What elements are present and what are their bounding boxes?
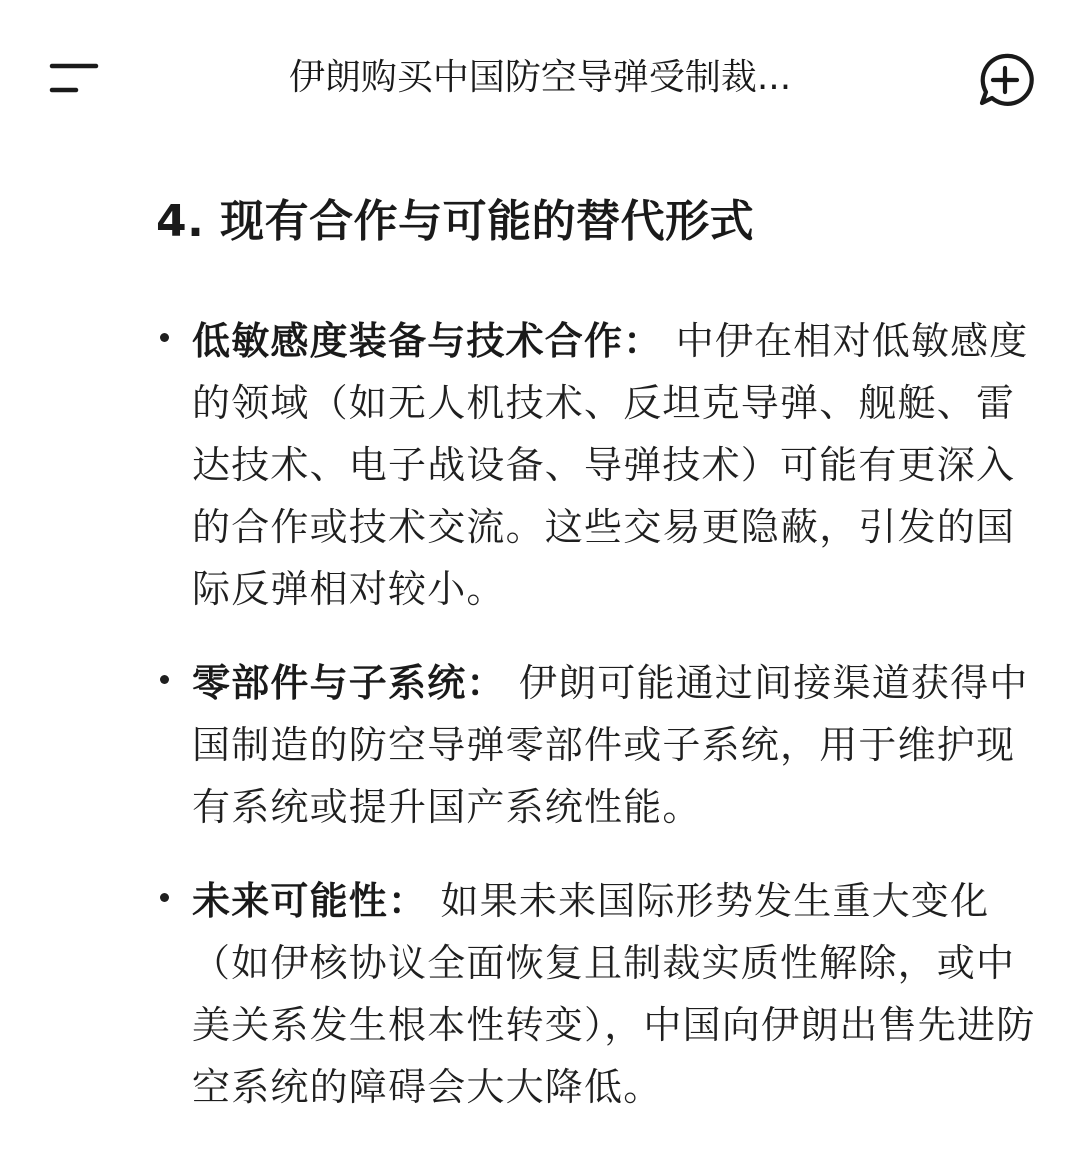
bullet-description: 伊朗可能通过间接渠道获得中国制造的防空导弹零部件或子系统，用于维护现有系统或提升国产系统性能。 <box>192 661 1029 829</box>
bullet-description: 中伊在相对低敏感度的领域（如无人机技术、反坦克导弹、舰艇、雷达技术、电子战设备、导弹技术）可能有更深入的合作或技术交流。这些交易更隐蔽，引发的国际反弹相对较小。 <box>192 319 1029 611</box>
bullet-text <box>192 652 1042 838</box>
menu-button[interactable] <box>42 52 106 104</box>
message-content <box>0 150 1080 1109</box>
bullet-dot <box>160 333 169 342</box>
bullet-term: 未来可能性： <box>192 879 428 923</box>
bullet-term: 低敏感度装备与技术合作： <box>192 319 663 363</box>
bullet-text <box>192 870 1042 1118</box>
bullet-dot <box>160 675 169 684</box>
bullet-gap <box>506 661 519 705</box>
bullet-gap <box>662 319 675 363</box>
list-item <box>0 870 1080 1118</box>
new-chat-button[interactable] <box>972 48 1038 110</box>
top-bar <box>0 0 1080 150</box>
conversation-title[interactable]: 伊朗购买中国防空导弹受制裁... <box>288 57 792 98</box>
bullet-gap <box>427 879 440 923</box>
section-heading: 4. 现有合作与可能的替代形式 <box>156 196 755 247</box>
list-item <box>0 310 1080 620</box>
bullet-dot <box>160 893 169 902</box>
bullet-text <box>192 310 1042 620</box>
hamburger-menu-icon <box>50 62 98 94</box>
bullet-description: 如果未来国际形势发生重大变化（如伊核协议全面恢复且制裁实质性解除，或中美关系发生根本性转变），中国向伊朗出售先进防空系统的障碍会大大降低。 <box>192 879 1036 1109</box>
list-item <box>0 652 1080 838</box>
bullet-term: 零部件与子系统： <box>192 661 506 705</box>
bullet-list <box>0 310 1080 1150</box>
new-chat-plus-bubble-icon <box>977 52 1033 108</box>
